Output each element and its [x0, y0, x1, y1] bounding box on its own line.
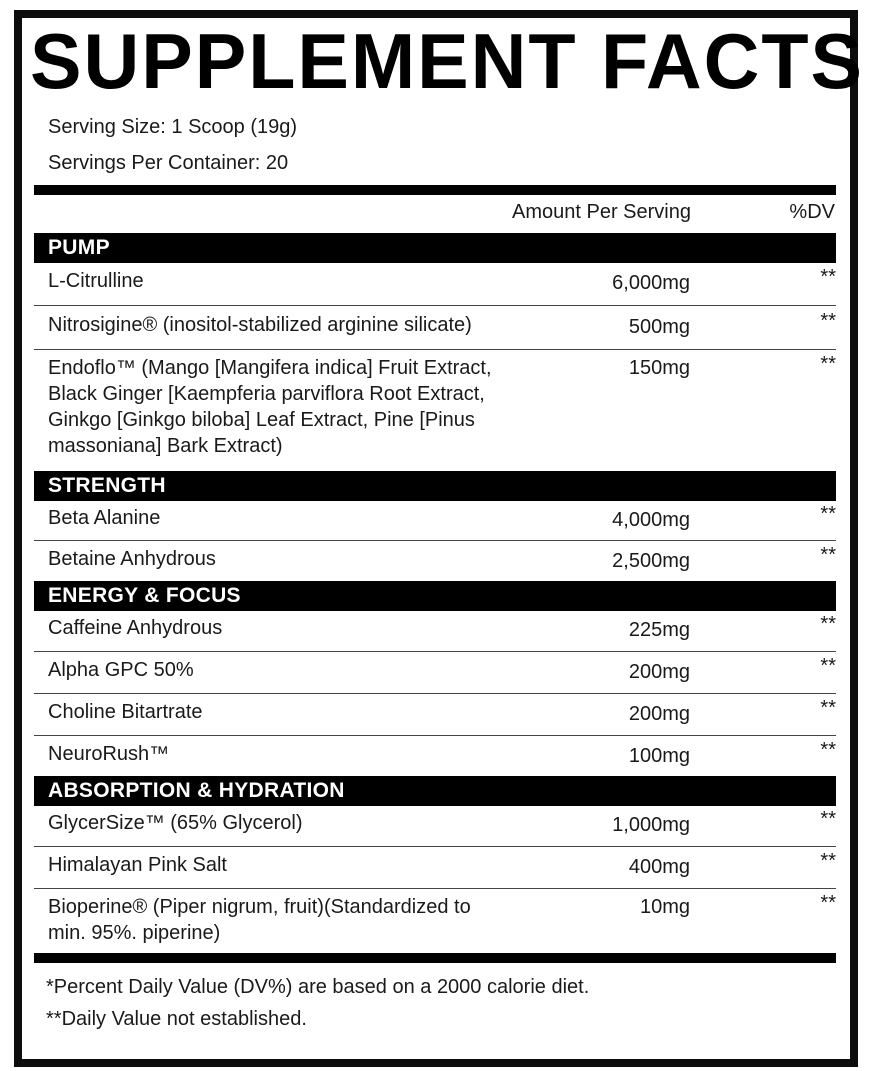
ingredient-name — [48, 505, 160, 531]
footnote-not-established: **Daily Value not established. — [46, 1008, 307, 1030]
ingredient-row — [34, 852, 836, 888]
ingredient-row — [34, 810, 836, 846]
ingredient-amount: 400mg — [628, 856, 690, 878]
ingredient-name-line: min. 95%. piperine) — [48, 922, 221, 944]
ingredient-amount: 150mg — [628, 357, 690, 379]
ingredient-dv: ** — [820, 697, 836, 719]
ingredient-name-line: GlycerSize™ (65% Glycerol) — [48, 812, 303, 834]
ingredient-dv: ** — [820, 892, 836, 914]
ingredient-name — [48, 657, 194, 683]
ingredient-amount: 1,000mg — [612, 814, 690, 836]
ingredient-dv: ** — [820, 613, 836, 635]
ingredient-name — [48, 810, 303, 836]
serving-size: Serving Size: 1 Scoop (19g) — [48, 116, 298, 138]
ingredient-row — [34, 615, 836, 651]
servings-per-container: Servings Per Container: 20 — [48, 152, 289, 174]
ingredient-row — [34, 741, 836, 777]
row-divider — [34, 651, 836, 652]
ingredient-amount: 100mg — [628, 745, 690, 767]
ingredient-name-line: massoniana] Bark Extract) — [48, 435, 283, 457]
ingredient-dv: ** — [820, 655, 836, 677]
ingredient-name-line: Himalayan Pink Salt — [48, 854, 227, 876]
ingredient-name-line: Alpha GPC 50% — [48, 659, 194, 681]
section-header-energy-focus: ENERGY & FOCUS — [34, 581, 836, 611]
ingredient-name-line: Beta Alanine — [48, 507, 161, 529]
ingredient-name — [48, 741, 169, 767]
row-divider — [34, 846, 836, 847]
ingredient-row — [34, 657, 836, 693]
ingredient-amount: 10mg — [639, 896, 690, 918]
ingredient-name-line: Endoflo™ (Mango [Mangifera indica] Fruit Extract, — [48, 357, 492, 379]
ingredient-name — [48, 312, 472, 338]
ingredient-name-line: L-Citrulline — [48, 270, 144, 292]
bottom-divider-bar — [34, 953, 836, 963]
ingredient-amount: 200mg — [628, 703, 690, 725]
ingredient-name — [48, 852, 227, 878]
ingredient-name-line: Nitrosigine® (inositol-stabilized arginine silicate) — [48, 314, 472, 336]
ingredient-name-line: Betaine Anhydrous — [48, 548, 216, 570]
ingredient-row — [34, 268, 836, 306]
section-header-strength: STRENGTH — [34, 471, 836, 501]
ingredient-dv: ** — [820, 808, 836, 830]
ingredient-dv: ** — [820, 353, 836, 375]
ingredient-row — [34, 894, 836, 952]
ingredient-name — [48, 355, 492, 459]
ingredient-row — [34, 546, 836, 582]
ingredient-row — [34, 312, 836, 350]
ingredient-amount: 2,500mg — [612, 550, 690, 572]
ingredient-dv: ** — [820, 739, 836, 761]
ingredient-name — [48, 546, 216, 572]
section-header-absorption-hydration: ABSORPTION & HYDRATION — [34, 776, 836, 806]
ingredient-name — [48, 699, 203, 725]
ingredient-amount: 200mg — [628, 661, 690, 683]
section-header-pump: PUMP — [34, 233, 836, 263]
ingredient-row — [34, 505, 836, 541]
ingredient-dv: ** — [820, 310, 836, 332]
ingredient-row — [34, 355, 836, 465]
row-divider — [34, 888, 836, 889]
ingredient-dv: ** — [820, 266, 836, 288]
row-divider — [34, 540, 836, 541]
footnote-dv: *Percent Daily Value (DV%) are based on a 2000 calorie diet. — [46, 976, 590, 998]
ingredient-amount: 225mg — [628, 619, 690, 641]
ingredient-dv: ** — [820, 503, 836, 525]
ingredient-name-line: NeuroRush™ — [48, 743, 170, 765]
row-divider — [34, 693, 836, 694]
row-divider — [34, 305, 836, 306]
ingredient-amount: 6,000mg — [612, 272, 690, 294]
amount-column-header: Amount Per Serving — [512, 201, 691, 223]
ingredient-name-line: Choline Bitartrate — [48, 701, 203, 723]
ingredient-dv: ** — [820, 850, 836, 872]
ingredient-amount: 500mg — [628, 316, 690, 338]
dv-column-header: %DV — [789, 201, 835, 223]
ingredient-name-line: Black Ginger [Kaempferia parviflora Root Extract, — [48, 383, 485, 405]
ingredient-name — [48, 615, 222, 641]
ingredient-name — [48, 268, 144, 294]
row-divider — [34, 735, 836, 736]
row-divider — [34, 349, 836, 350]
ingredient-name-line: Ginkgo [Ginkgo biloba] Leaf Extract, Pine [Pinus — [48, 409, 475, 431]
ingredient-name-line: Bioperine® (Piper nigrum, fruit)(Standardized to — [48, 896, 471, 918]
top-divider-bar — [34, 185, 836, 195]
ingredient-name-line: Caffeine Anhydrous — [48, 617, 223, 639]
ingredient-amount: 4,000mg — [612, 509, 690, 531]
ingredient-name — [48, 894, 471, 946]
ingredient-dv: ** — [820, 544, 836, 566]
panel-title: SUPPLEMENT FACTS — [30, 17, 864, 105]
ingredient-row — [34, 699, 836, 735]
